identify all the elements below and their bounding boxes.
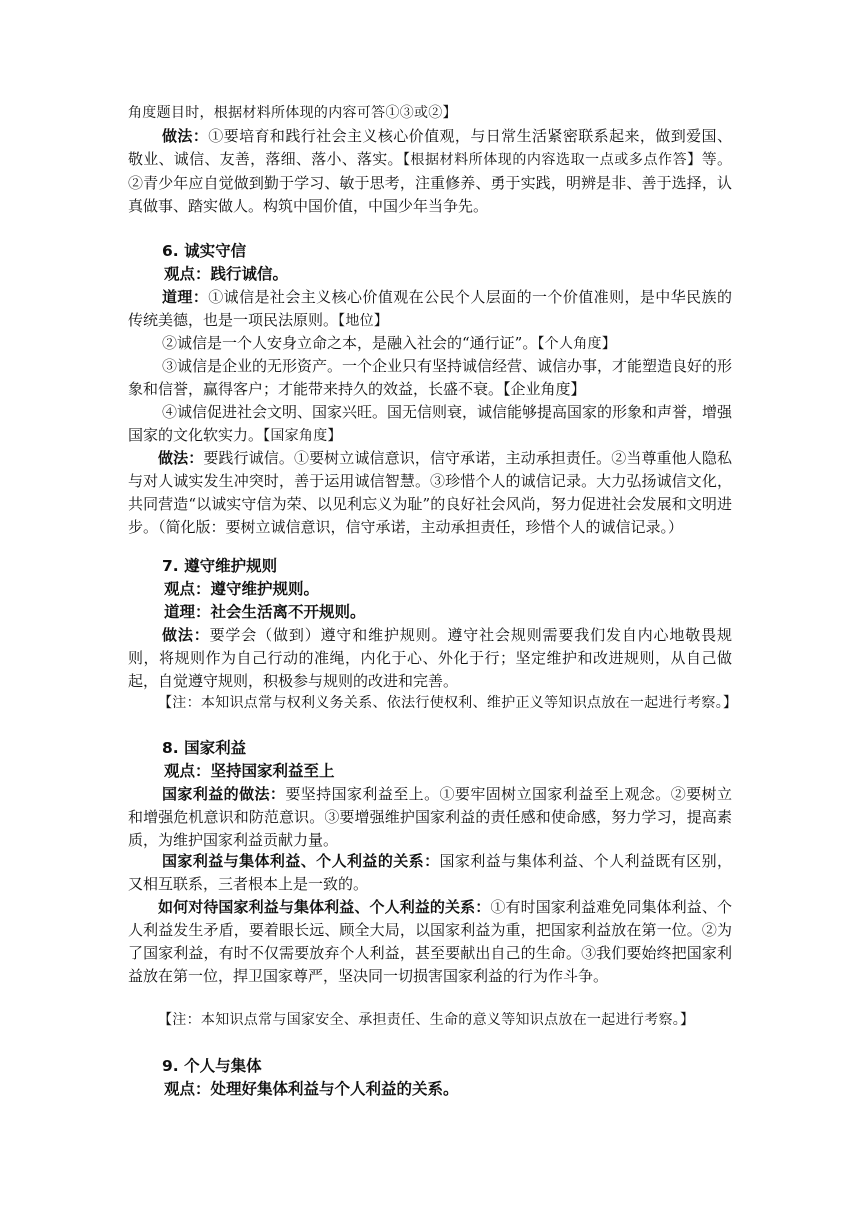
section-8-how [128,896,732,988]
reason-1-note: 【地位】 [338,313,389,329]
section-7-reason: 道理：社会生活离不开规则。 [164,603,366,621]
section-8-view: 观点：坚持国家利益至上 [164,762,335,780]
section-9-view: 观点：处理好集体利益与个人利益的关系。 [164,1080,459,1098]
method-label: 做法： [158,449,204,467]
continuation-text: 角度题目时，根据材料所体现的内容可答①③或②】 [128,105,457,121]
reason-2-note: 【个人角度】 [537,336,617,352]
reason-3-note: 【企业角度】 [503,380,586,398]
method-label: 国家利益的做法： [162,785,286,803]
section-7-view: 观点：遵守维护规则。 [164,580,320,598]
method-note: 【根据材料所体现的内容选取一点或多点作答】 [402,152,702,168]
heading-section-7: 7. 遵守维护规则 [162,557,278,575]
heading-section-9: 9. 个人与集体 [162,1057,262,1075]
method-text-2: 等。②青少年应自觉做到勤于学习、敏于思考，注重修养、勇于实践，明辨是非、善于选择，认真做事、踏实做人。构筑中国价值，中国少年当争先。 [128,150,732,215]
section-6-reason-2 [128,332,732,356]
section-6-reason-4 [128,401,732,448]
section-6-reason-1 [128,286,732,333]
reason-4-note: 【国家角度】 [263,428,342,444]
relation-text: 国家利益与集体利益、个人利益既有区别，又相互联系，三者根本上是一致的。 [128,852,732,893]
section-8-method [128,783,732,852]
section-6-reason-3 [128,355,732,401]
section-6-view: 观点：践行诚信。 [164,265,289,283]
section-8-note: 【注：本知识点常与国家安全、承担责任、生命的意义等知识点放在一起进行考察。】 [158,1012,695,1028]
reason-label: 道理： [162,288,209,306]
reason-1-text: ①诚信是社会主义核心价值观在公民个人层面的一个价值准则，是中华民族的传统美德，也是一项民法原则。 [128,288,732,329]
heading-section-8: 8. 国家利益 [162,739,247,757]
method-text: 要学会（做到）遵守和维护规则。遵守社会规则需要我们发自内心地敬畏规则，将规则作为自己行动的准绳，内化于心、外化于行；坚定维护和改进规则，从自己做起，自觉遵守规则，积极参与规则的改进和完善。 [128,626,732,690]
method-text: 要践行诚信。①要树立诚信意识，信守承诺，主动承担责任。②当尊重他人隐私与对人诚实发生冲突时，善于运用诚信智慧。③珍惜个人的诚信记录。大力弘扬诚信文化，共同营造“以诚实守信为荣、以见利忘义为耻”的良好社会风尚，努力促进社会发展和文明进步。（简化版：要树立诚信意识，信守承诺，主动承担责任，珍惜个人的诚信记录。） [128,449,732,536]
paragraph-method-intro [128,125,732,218]
reason-2-text: ②诚信是一个人安身立命之本，是融入社会的“通行证”。 [162,334,538,352]
method-text: ①要培育和践行社会主义核心价值观，与日常生活紧密联系起来，做到爱国、敬业、诚信、友善，落细、落小、落实。 [128,127,732,168]
method-text: 要坚持国家利益至上。①要牢固树立国家利益至上观念。②要树立和增强危机意识和防范意识。③要增强维护国家利益的责任感和使命感，努力学习，提高素质，为维护国家利益贡献力量。 [128,785,732,849]
relation-label: 国家利益与集体利益、个人利益的关系： [162,852,440,870]
section-7-method [128,624,732,693]
method-label: 做法： [162,626,210,644]
heading-section-6: 6. 诚实守信 [162,242,247,260]
section-6-method [128,447,732,539]
reason-4-text: ④诚信促进社会文明、国家兴旺。国无信则衰，诚信能够提高国家的形象和声誉，增强国家的文化软实力。 [128,403,733,444]
method-label: 做法： [162,127,209,145]
how-text: ①有时国家利益难免同集体利益、个人利益发生矛盾，要着眼长远、顾全大局，以国家利益为重，把国家利益放在第一位。②为了国家利益，有时不仅需要放弃个人利益，甚至要献出自己的生命。③我们要始终把国家利益放在第一位，捍卫国家尊严，坚决同一切损害国家利益的行为作斗争。 [128,898,732,985]
section-7-note: 【注：本知识点常与权利义务关系、依法行使权利、维护正义等知识点放在一起进行考察。】 [158,695,738,711]
reason-3-text: ③诚信是企业的无形资产。一个企业只有坚持诚信经营、诚信办事，才能塑造良好的形象和信誉，赢得客户；才能带来持久的效益，长盛不衰。 [128,357,733,398]
how-label: 如何对待国家利益与集体利益、个人利益的关系： [158,898,491,916]
section-8-relation [128,850,732,896]
paragraph-continuation [128,102,732,125]
